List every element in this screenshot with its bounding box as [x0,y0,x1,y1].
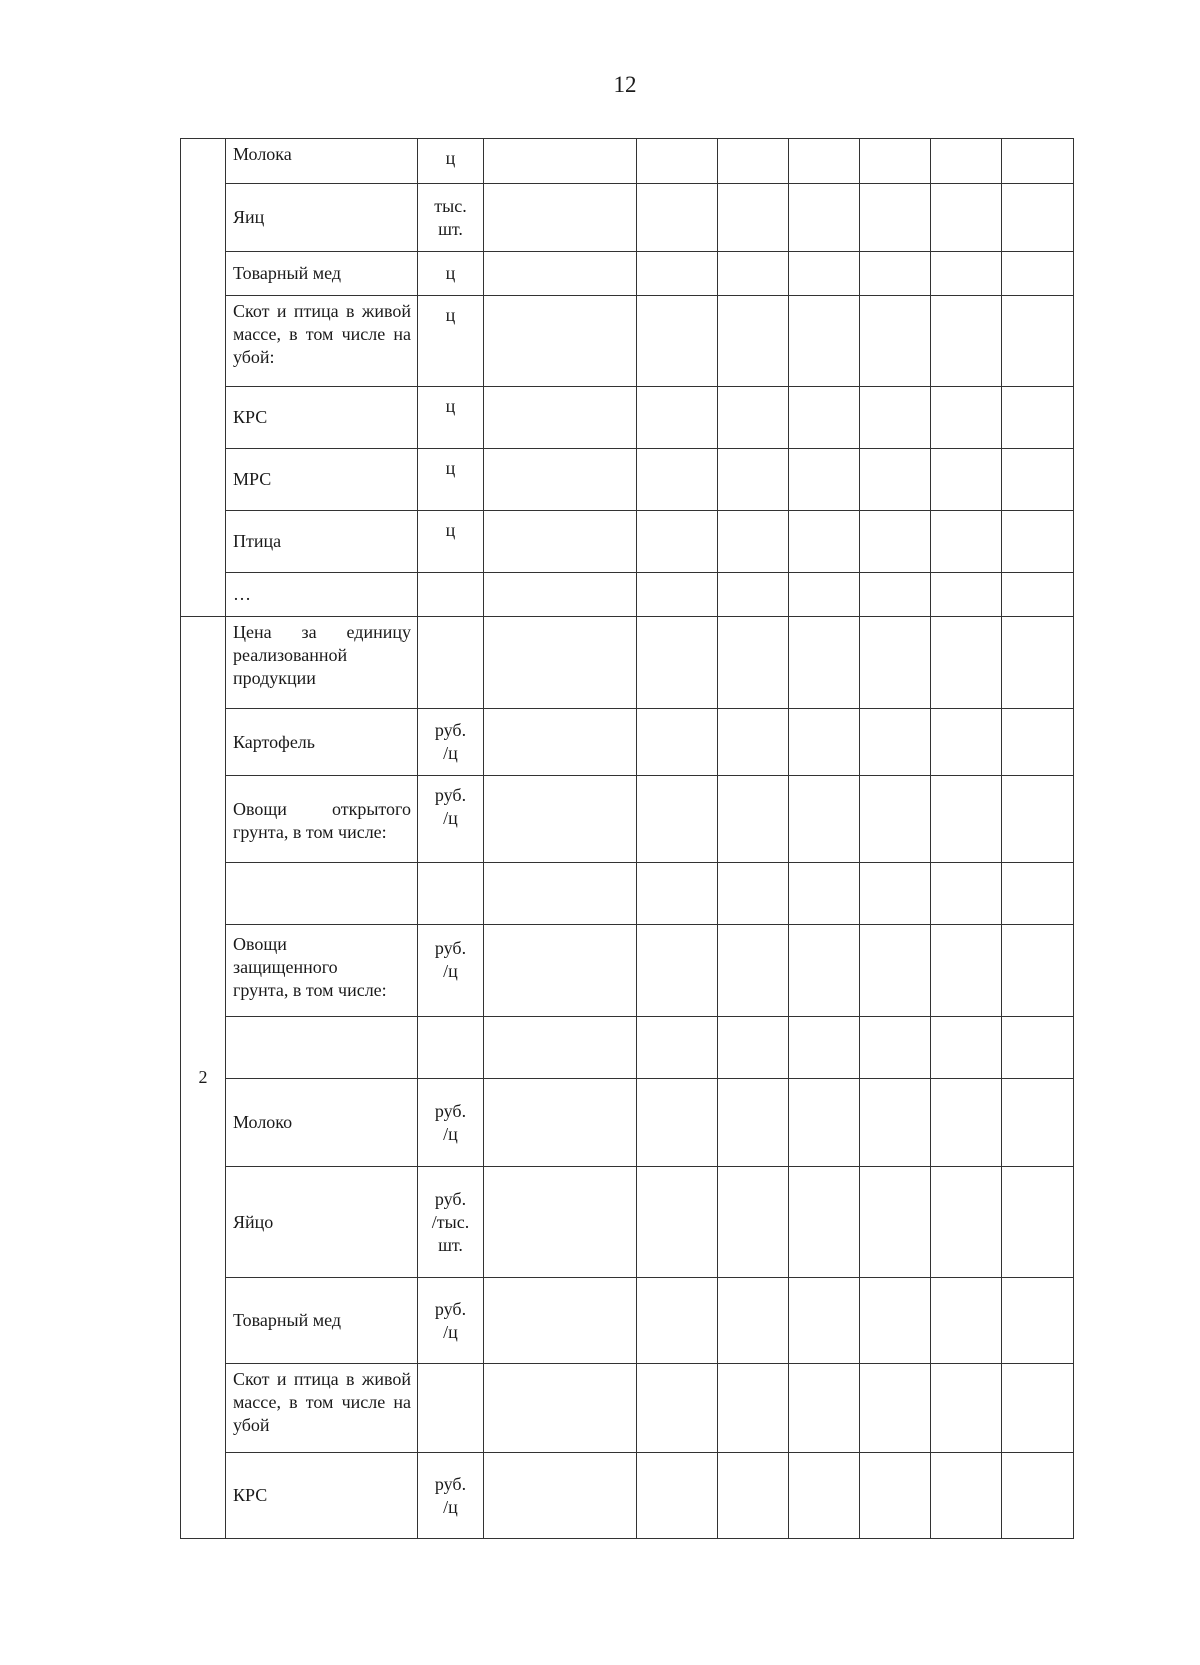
unit-cell [418,863,484,925]
value-cell [1002,1453,1074,1539]
table-row [181,709,1074,776]
value-cell [484,863,637,925]
value-cell [718,252,789,296]
value-cell [484,1453,637,1539]
value-cell [1002,1364,1074,1453]
value-cell [718,1017,789,1079]
value-cell [1002,387,1074,449]
unit-cell [418,1017,484,1079]
unit-cell: руб. /ц [418,925,484,1017]
value-cell [931,387,1002,449]
value-cell [931,709,1002,776]
value-cell [637,1364,718,1453]
value-cell [789,709,860,776]
value-cell [789,296,860,387]
value-cell [931,863,1002,925]
value-cell [637,252,718,296]
value-cell [789,1453,860,1539]
value-cell [637,925,718,1017]
value-cell [789,449,860,511]
value-cell [860,1017,931,1079]
table-row [181,511,1074,573]
indicator-cell: МРС [226,449,418,511]
indicator-cell: Молока [226,139,418,184]
value-cell [484,139,637,184]
unit-cell [418,573,484,617]
indicator-cell: КРС [226,1453,418,1539]
value-cell [637,1079,718,1167]
page-number: 12 [613,72,637,97]
indicator-cell: Товарный мед [226,252,418,296]
value-cell [718,511,789,573]
indicator-cell: Товарный мед [226,1278,418,1364]
indicator-cell: Птица [226,511,418,573]
value-cell [860,139,931,184]
value-cell [860,863,931,925]
unit-cell: ц [418,449,484,511]
value-cell [789,925,860,1017]
value-cell [931,184,1002,252]
indicator-cell: КРС [226,387,418,449]
value-cell [637,511,718,573]
table-row [181,449,1074,511]
value-cell [860,387,931,449]
value-cell [860,449,931,511]
value-cell [1002,776,1074,863]
value-cell [789,1079,860,1167]
value-cell [860,573,931,617]
unit-cell: ц [418,387,484,449]
value-cell [860,511,931,573]
value-cell [789,1167,860,1278]
value-cell [931,296,1002,387]
value-cell [789,139,860,184]
table-row [181,387,1074,449]
value-cell [789,184,860,252]
value-cell [1002,617,1074,709]
value-cell [860,296,931,387]
value-cell [789,617,860,709]
value-cell [637,449,718,511]
value-cell [931,617,1002,709]
unit-cell [418,1364,484,1453]
unit-cell: руб. /ц [418,776,484,863]
value-cell [1002,139,1074,184]
value-cell [484,296,637,387]
value-cell [484,709,637,776]
value-cell [718,1167,789,1278]
value-cell [718,1364,789,1453]
value-cell [789,1278,860,1364]
value-cell [931,925,1002,1017]
indicator-cell: … [226,573,418,617]
value-cell [718,1278,789,1364]
value-cell [1002,1278,1074,1364]
value-cell [718,863,789,925]
unit-cell: руб. /ц [418,1278,484,1364]
value-cell [860,1453,931,1539]
value-cell [1002,1167,1074,1278]
data-table [180,138,1074,1539]
value-cell [484,511,637,573]
value-cell [860,776,931,863]
value-cell [789,863,860,925]
value-cell [637,617,718,709]
table-row [181,776,1074,863]
value-cell [931,511,1002,573]
table-row [181,1017,1074,1079]
unit-cell: ц [418,139,484,184]
value-cell [718,449,789,511]
value-cell [1002,863,1074,925]
value-cell [718,573,789,617]
value-cell [637,139,718,184]
value-cell [718,387,789,449]
unit-cell: руб. /ц [418,1453,484,1539]
value-cell [1002,449,1074,511]
value-cell [718,1453,789,1539]
indicator-cell: Молоко [226,1079,418,1167]
table-row [181,925,1074,1017]
value-cell [1002,925,1074,1017]
value-cell [718,1079,789,1167]
value-cell [484,387,637,449]
value-cell [484,252,637,296]
value-cell [1002,252,1074,296]
value-cell [931,1167,1002,1278]
value-cell [718,296,789,387]
unit-cell: руб. /тыс. шт. [418,1167,484,1278]
value-cell [860,184,931,252]
value-cell [718,776,789,863]
table-row [181,573,1074,617]
value-cell [637,387,718,449]
indicator-cell: Картофель [226,709,418,776]
value-cell [637,296,718,387]
unit-cell: тыс. шт. [418,184,484,252]
value-cell [637,1453,718,1539]
value-cell [931,1453,1002,1539]
section-number-cell [181,139,226,617]
value-cell [931,139,1002,184]
value-cell [637,184,718,252]
value-cell [637,1167,718,1278]
value-cell [637,776,718,863]
table-row [181,296,1074,387]
value-cell [931,1364,1002,1453]
table-row [181,617,1074,709]
value-cell [1002,1079,1074,1167]
unit-cell: ц [418,296,484,387]
value-cell [860,1278,931,1364]
indicator-cell: Яиц [226,184,418,252]
value-cell [484,925,637,1017]
indicator-cell: Овощи открытого грунта, в том числе: [226,776,418,863]
value-cell [484,184,637,252]
value-cell [931,776,1002,863]
indicator-cell: Яйцо [226,1167,418,1278]
value-cell [931,1278,1002,1364]
value-cell [860,925,931,1017]
value-cell [637,1278,718,1364]
table-row [181,139,1074,184]
indicator-cell [226,1017,418,1079]
value-cell [860,1364,931,1453]
value-cell [931,449,1002,511]
value-cell [789,387,860,449]
value-cell [789,511,860,573]
value-cell [718,925,789,1017]
value-cell [931,252,1002,296]
value-cell [1002,709,1074,776]
value-cell [931,1017,1002,1079]
section-number-cell: 2 [181,617,226,1539]
value-cell [637,1017,718,1079]
table-row [181,1453,1074,1539]
value-cell [1002,511,1074,573]
value-cell [484,1364,637,1453]
value-cell [484,573,637,617]
value-cell [718,184,789,252]
value-cell [860,617,931,709]
value-cell [1002,296,1074,387]
unit-cell: руб. /ц [418,1079,484,1167]
value-cell [484,1278,637,1364]
unit-cell: руб. /ц [418,709,484,776]
indicator-cell [226,863,418,925]
value-cell [931,573,1002,617]
unit-cell [418,617,484,709]
value-cell [1002,573,1074,617]
unit-cell: ц [418,511,484,573]
value-cell [484,1017,637,1079]
value-cell [860,252,931,296]
value-cell [1002,1017,1074,1079]
indicator-cell: Скот и птица в живой массе, в том числе на убой [226,1364,418,1453]
value-cell [637,709,718,776]
value-cell [860,1079,931,1167]
value-cell [484,776,637,863]
indicator-cell: Цена за единицу реализованной продукции [226,617,418,709]
value-cell [789,1017,860,1079]
value-cell [789,1364,860,1453]
value-cell [860,709,931,776]
value-cell [718,139,789,184]
value-cell [484,617,637,709]
value-cell [637,573,718,617]
table-row [181,252,1074,296]
indicator-cell: Овощи защищенного грунта, в том числе: [226,925,418,1017]
value-cell [484,1079,637,1167]
table-row [181,1167,1074,1278]
value-cell [860,1167,931,1278]
value-cell [931,1079,1002,1167]
unit-cell: ц [418,252,484,296]
table-row [181,1079,1074,1167]
value-cell [789,776,860,863]
table-row [181,184,1074,252]
value-cell [484,449,637,511]
value-cell [789,573,860,617]
value-cell [718,709,789,776]
value-cell [789,252,860,296]
indicator-cell: Скот и птица в живой массе, в том числе на убой: [226,296,418,387]
value-cell [1002,184,1074,252]
table-row [181,1278,1074,1364]
table-row [181,863,1074,925]
value-cell [484,1167,637,1278]
value-cell [718,617,789,709]
value-cell [637,863,718,925]
table-row [181,1364,1074,1453]
